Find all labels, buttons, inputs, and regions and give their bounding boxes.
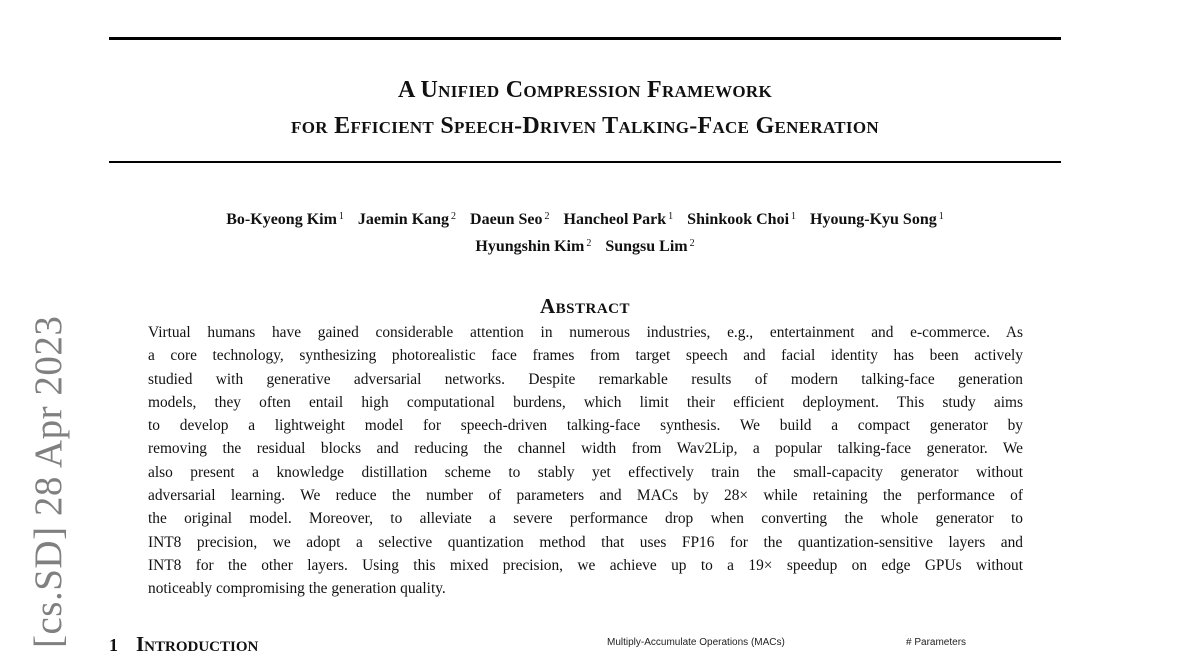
author-list: [109, 205, 1061, 259]
section-title: Introduction: [136, 632, 259, 656]
author-name: Hyoung-Kyu Song: [810, 211, 937, 228]
author-affiliation: 1: [791, 211, 797, 222]
author-name: Hancheol Park: [563, 211, 667, 228]
paper-title: [109, 72, 1061, 144]
author: [605, 238, 694, 255]
author: [810, 211, 944, 228]
author-name: Daeun Seo: [470, 211, 543, 228]
author: [470, 211, 549, 228]
author: [564, 211, 674, 228]
abstract-line: models, they often entail high computational burdens, which limit their efficient deployment. This study aims: [148, 393, 1023, 411]
author-name: Sungsu Lim: [605, 238, 688, 255]
author-affiliation: 2: [689, 238, 695, 249]
author-affiliation: 2: [451, 211, 457, 222]
arxiv-sidebar-stamp: [cs.SD] 28 Apr 2023: [27, 315, 70, 648]
abstract-heading: Abstract: [539, 294, 631, 318]
abstract-body: [148, 321, 1023, 601]
author-affiliation: 2: [586, 238, 592, 249]
author-name: Jaemin Kang: [357, 211, 450, 228]
author-affiliation: 1: [938, 211, 944, 222]
author: [687, 211, 796, 228]
author: [226, 211, 344, 228]
author: [358, 211, 456, 228]
abstract-line: INT8 precision, we adopt a selective quantization method that uses FP16 for the quantization-sensitive layers and: [148, 533, 1023, 551]
title-top-rule: [109, 37, 1061, 40]
abstract-line: INT8 for the other layers. Using this mixed precision, we achieve up to a 19× speedup on edge GPUs without: [148, 556, 1023, 574]
author-affiliation: 2: [544, 211, 550, 222]
figure-label-params: # Parameters: [906, 637, 967, 648]
abstract-line: to develop a lightweight model for speech-driven talking-face synthesis. We build a compact generator by: [148, 417, 1023, 435]
figure-label-macs: Multiply-Accumulate Operations (MACs): [607, 637, 785, 648]
author-affiliation: 1: [668, 211, 674, 222]
author-name: Hyungshin Kim: [475, 238, 585, 255]
abstract-line: a core technology, synthesizing photorealistic face frames from target speech and facial identity has been actively: [148, 347, 1023, 365]
abstract-line: removing the residual blocks and reducing the channel width from Wav2Lip, a popular talking-face generator. We: [148, 440, 1023, 458]
abstract-line: also present a knowledge distillation scheme to stably yet effectively train the small-capacity generator without: [148, 463, 1023, 481]
author-affiliation: 1: [338, 211, 344, 222]
author-line-2: [109, 232, 1061, 259]
section-heading: [109, 633, 258, 656]
author-name: Bo-Kyeong Kim: [226, 211, 337, 228]
section-number: 1: [109, 635, 118, 655]
paper-title-line-2: for Efficient Speech-Driven Talking-Face Generation: [291, 113, 879, 139]
abstract-line: the original model. Moreover, to alleviate a severe performance drop when converting the whole generator to: [148, 510, 1023, 528]
author-line-1: [109, 205, 1061, 232]
author: [475, 238, 591, 255]
paper-title-line-1: A Unified Compression Framework: [397, 77, 773, 103]
author-name: Shinkook Choi: [687, 211, 790, 228]
abstract-line: Virtual humans have gained considerable attention in numerous industries, e.g., entertainment and e-commerce. As: [148, 324, 1023, 341]
title-bottom-rule: [109, 161, 1061, 163]
abstract-line: adversarial learning. We reduce the number of parameters and MACs by 28× while retaining the performance of: [148, 487, 1023, 505]
abstract-line: noticeably compromising the generation quality.: [148, 580, 446, 598]
abstract-line: studied with generative adversarial networks. Despite remarkable results of modern talking-face generation: [148, 370, 1023, 388]
